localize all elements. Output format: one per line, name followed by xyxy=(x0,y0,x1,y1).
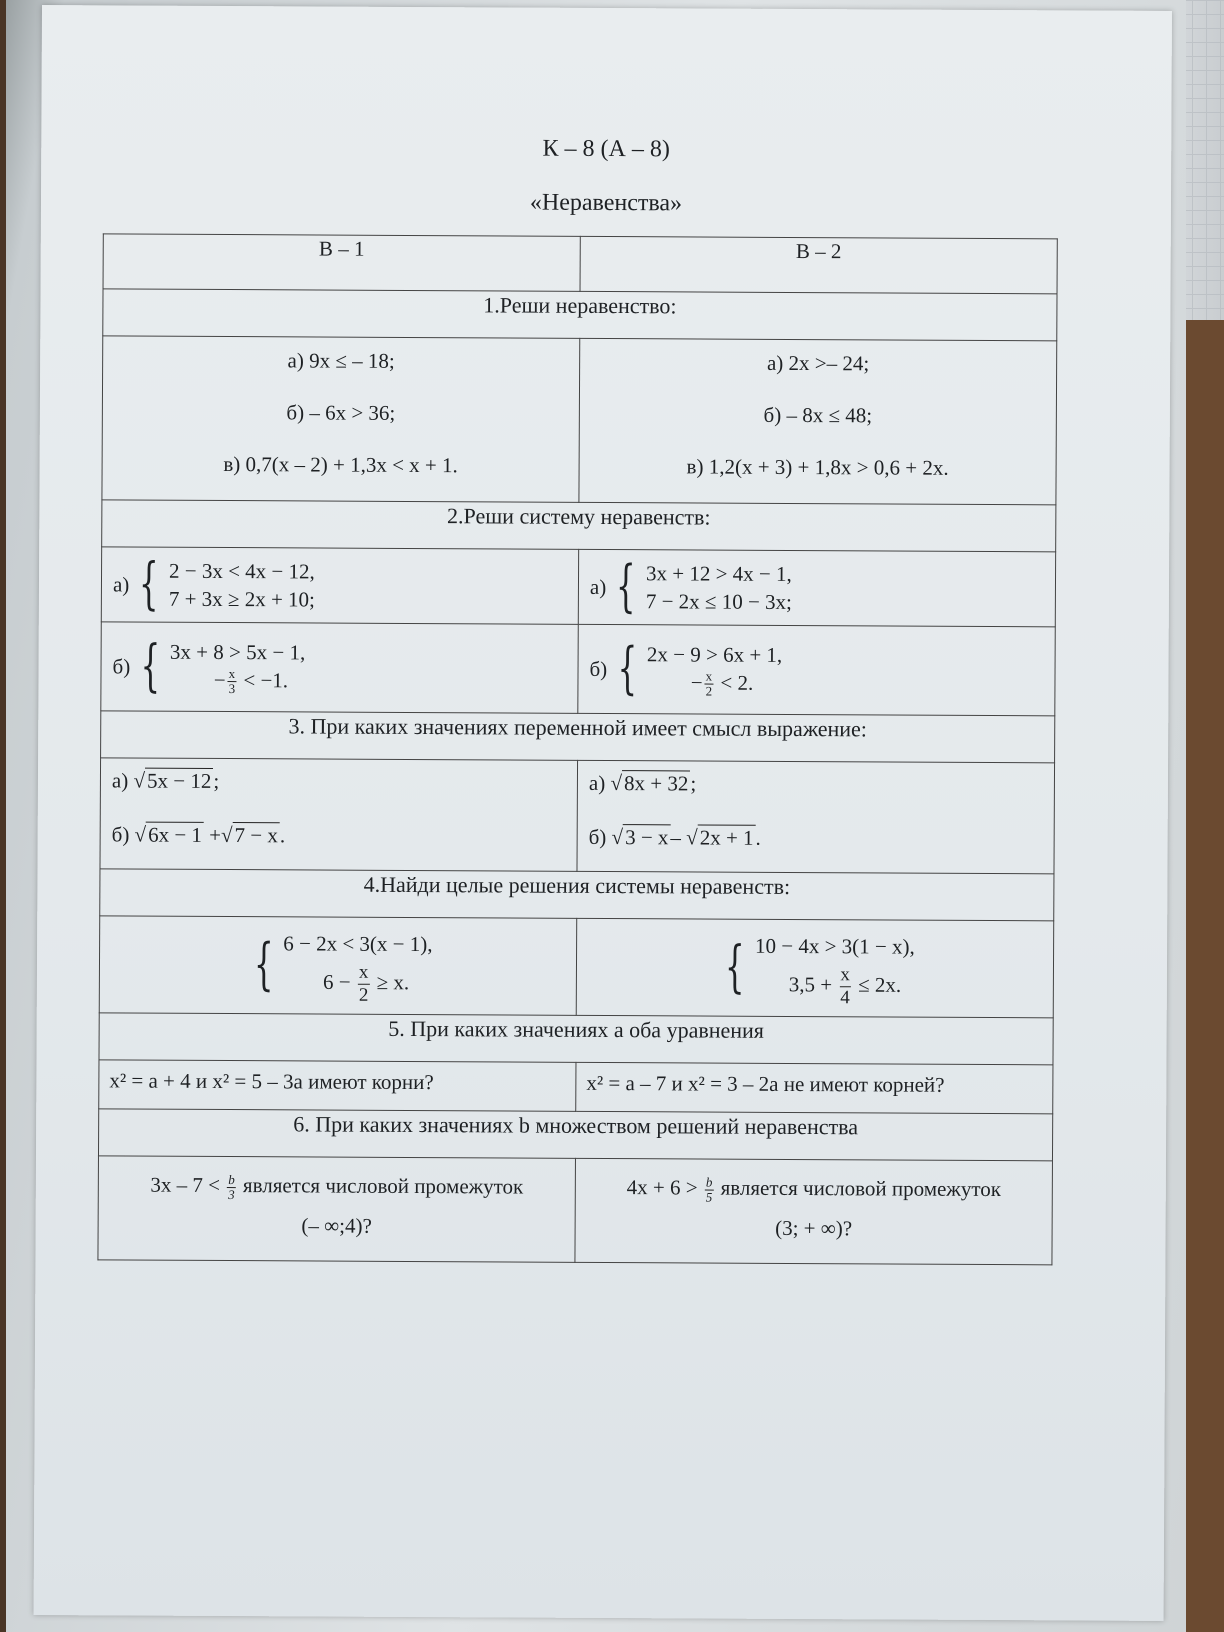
fraction-numerator: x xyxy=(839,964,851,987)
fraction xyxy=(358,961,370,1006)
task-1-v2-a: а) 2x >– 24; xyxy=(766,350,870,376)
brace-icon: { xyxy=(617,636,638,702)
task-2b-variant-2 xyxy=(578,624,1055,715)
worksheet-page xyxy=(34,5,1172,1621)
task-6-variant-1 xyxy=(98,1156,576,1262)
task-6-v2-interval: (3; + ∞)? xyxy=(775,1215,853,1241)
task-6-v1-pre: 3x – 7 < xyxy=(150,1172,221,1197)
section-4-heading: 4.Найди целые решения системы неравенств: xyxy=(100,869,1054,921)
task-2a-v2-label: а) xyxy=(589,574,607,599)
radical: 2x + 1 xyxy=(698,824,756,849)
task-3-v2-b: б) √3 − x– √2x + 1. xyxy=(588,824,761,850)
radical: 8x + 32 xyxy=(622,770,690,795)
fraction-numerator: x xyxy=(358,961,370,984)
task-1-v1-b: б) – 6x > 36; xyxy=(286,400,396,425)
fraction xyxy=(705,670,714,699)
task-3-variant-2 xyxy=(577,760,1055,873)
task-1-variant-1 xyxy=(102,336,580,502)
task-2b-v1-label: б) xyxy=(112,653,131,679)
tasks-table xyxy=(97,233,1057,1265)
task-2b-v2-line-2-rest: < 2. xyxy=(720,670,754,695)
radical: 5x − 12 xyxy=(145,768,213,793)
fraction-denominator: 3 xyxy=(228,681,236,697)
fraction-numerator: b xyxy=(705,1174,713,1190)
task-4-v1-line-1: 6 − 2x < 3(x − 1), xyxy=(283,930,433,956)
fraction-numerator: b xyxy=(228,1171,235,1187)
fraction-numerator: x xyxy=(228,666,236,682)
fraction xyxy=(705,1175,714,1204)
task-4-v1-line-2-rest: ≥ x. xyxy=(376,969,410,994)
task-6-v1-interval: (– ∞;4)? xyxy=(301,1213,372,1238)
fraction xyxy=(839,964,851,1009)
task-5-variant-1: x² = a + 4 и x² = 5 – 3a имеют корни? xyxy=(99,1060,576,1111)
section-3-heading: 3. При каких значениях переменной имеет смысл выражение: xyxy=(101,711,1055,763)
task-3-v1-b: б) √6x − 1 +√7 − x. xyxy=(111,822,286,848)
task-2b-v1-line-2-rest: < −1. xyxy=(243,667,289,692)
fraction-denominator: 2 xyxy=(358,984,369,1006)
task-5-variant-2: x² = a – 7 и x² = 3 – 2a не имеют корней? xyxy=(576,1062,1053,1113)
section-1-heading: 1.Реши неравенство: xyxy=(103,289,1057,341)
brace-icon: { xyxy=(140,633,161,699)
task-4-v2-line-1: 10 − 4x > 3(1 − x), xyxy=(754,933,915,959)
section-2-heading: 2.Реши систему неравенств: xyxy=(102,500,1056,552)
radical: 3 − x xyxy=(623,824,670,849)
task-2b-v2-label: б) xyxy=(589,656,608,681)
task-3-variant-1 xyxy=(100,758,578,871)
task-2b-variant-1 xyxy=(101,622,578,713)
task-6-v2-pre: 4x + 6 > xyxy=(626,1175,698,1200)
section-6-heading: 6. При каких значениях b множеством решений неравенства xyxy=(98,1109,1052,1161)
fraction-denominator: 2 xyxy=(705,683,713,699)
task-2b-v1-line-1: 3x + 8 > 5x − 1, xyxy=(169,639,306,665)
task-2a-v1-line-1: 2 − 3x < 4x − 12, xyxy=(168,558,315,584)
task-4-variant-2 xyxy=(576,918,1054,1017)
variant-1-header: В – 1 xyxy=(103,234,580,291)
task-2a-v2-line-2: 7 − 2x ≤ 10 − 3x; xyxy=(645,589,792,614)
task-2b-v2-line-1: 2x − 9 > 6x + 1, xyxy=(646,641,783,667)
task-2a-v2-line-1: 3x + 12 > 4x − 1, xyxy=(645,561,792,586)
task-2a-v1-label: а) xyxy=(112,571,130,597)
section-5-heading: 5. При каких значениях а оба уравнения xyxy=(99,1013,1053,1065)
test-topic-title: «Неравенства» xyxy=(529,189,683,217)
task-6-v2-post: является числовой промежуток xyxy=(720,1175,1002,1202)
fraction-denominator: 3 xyxy=(228,1186,235,1202)
task-1-v2-c: в) 1,2(x + 3) + 1,8x > 0,6 + 2x. xyxy=(686,454,949,480)
minus-sign: − xyxy=(213,667,226,692)
brace-icon: { xyxy=(725,934,746,1000)
task-4-v1-line-2-pre: 6 − xyxy=(323,969,351,994)
brace-icon: { xyxy=(139,551,160,617)
radical: 6x − 1 xyxy=(146,822,204,847)
task-3-v1-a: а) √5x − 12; xyxy=(111,768,220,793)
task-6-v1-post: является числовой промежуток xyxy=(242,1173,524,1199)
task-2a-v1-line-2: 7 + 3x ≥ 2x + 10; xyxy=(168,586,315,612)
brace-icon: { xyxy=(253,932,274,998)
task-4-v2-line-2-rest: ≤ 2x. xyxy=(858,972,902,997)
task-2a-variant-1 xyxy=(101,547,578,624)
fraction xyxy=(228,667,237,696)
fraction xyxy=(227,1173,236,1202)
task-4-v2-line-2-pre: 3,5 + xyxy=(788,971,833,997)
task-4-variant-1 xyxy=(99,916,577,1015)
task-1-v1-c: в) 0,7(x – 2) + 1,3x < x + 1. xyxy=(223,451,458,478)
fraction-denominator: 4 xyxy=(840,986,850,1008)
task-1-variant-2 xyxy=(579,338,1057,504)
fraction-denominator: 5 xyxy=(705,1189,713,1205)
task-1-v2-b: б) – 8x ≤ 48; xyxy=(763,402,873,428)
brace-icon: { xyxy=(616,554,637,620)
task-6-variant-2 xyxy=(575,1158,1053,1264)
minus-sign: − xyxy=(690,670,703,695)
radical: 7 − x xyxy=(233,822,280,847)
task-2a-variant-2 xyxy=(578,549,1055,626)
task-3-v2-a: а) √8x + 32; xyxy=(588,770,697,796)
fraction-numerator: x xyxy=(705,668,713,684)
variant-2-header: В – 2 xyxy=(580,236,1057,293)
task-1-v1-a: а) 9x ≤ – 18; xyxy=(287,348,395,373)
test-code-title: К – 8 (А – 8) xyxy=(542,135,670,163)
